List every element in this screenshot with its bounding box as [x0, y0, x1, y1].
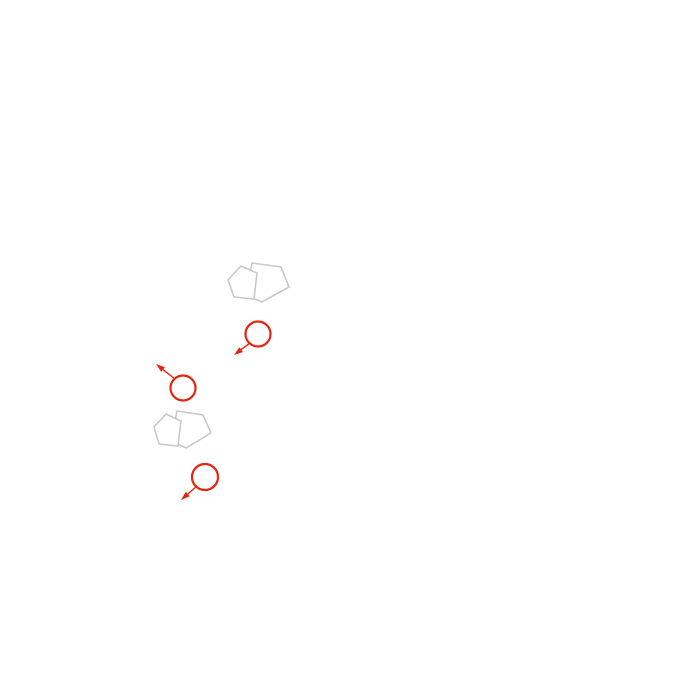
- label-a-circle: [171, 376, 196, 401]
- label-b-circle: [246, 322, 271, 347]
- brand-logo-watermark: [228, 266, 257, 299]
- watermarks: [154, 263, 289, 448]
- profile-top-section: [156, 322, 271, 401]
- label-r-circle: [192, 464, 218, 490]
- label-a-leader-line: [163, 370, 175, 379]
- brand-logo-watermark: [154, 414, 181, 446]
- label-b-leader-line: [241, 343, 250, 350]
- profile-bottom-section: [181, 464, 218, 500]
